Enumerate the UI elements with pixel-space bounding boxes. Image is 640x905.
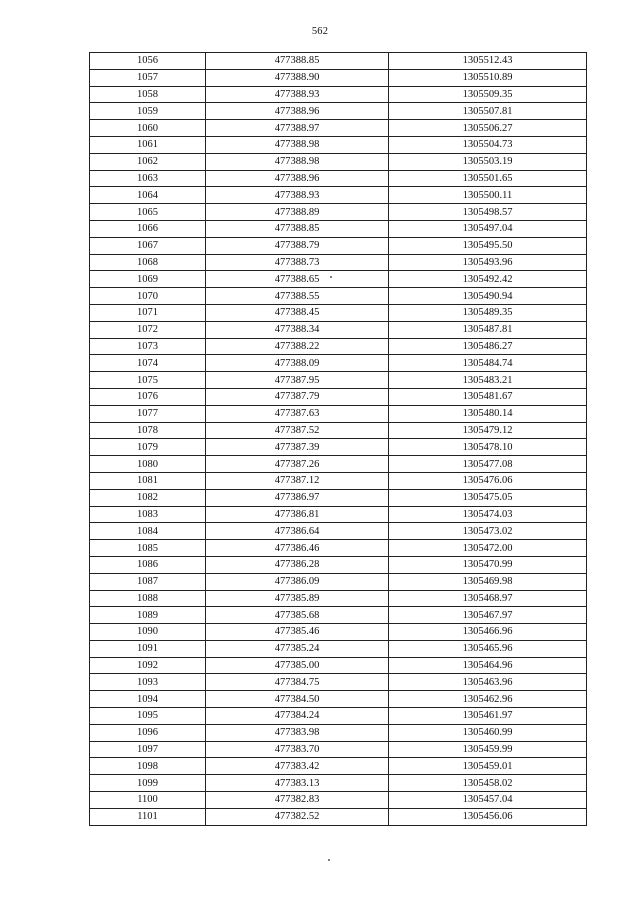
y-coordinate-cell: 1305464.96 <box>389 657 587 674</box>
point-number-cell: 1058 <box>90 86 206 103</box>
x-coordinate-cell: 477388.96 <box>206 170 389 187</box>
x-coordinate-cell: 477383.13 <box>206 775 389 792</box>
table-row <box>90 153 587 170</box>
x-coordinate-cell: 477385.89 <box>206 590 389 607</box>
table-row <box>90 136 587 153</box>
x-coordinate-cell: 477388.65 <box>206 271 389 288</box>
point-number-cell: 1089 <box>90 607 206 624</box>
table-row <box>90 624 587 641</box>
y-coordinate-cell: 1305458.02 <box>389 775 587 792</box>
x-coordinate-cell: 477384.24 <box>206 708 389 725</box>
y-coordinate-cell: 1305473.02 <box>389 523 587 540</box>
table-row <box>90 741 587 758</box>
x-coordinate-cell: 477387.63 <box>206 405 389 422</box>
y-coordinate-cell: 1305486.27 <box>389 338 587 355</box>
y-coordinate-cell: 1305501.65 <box>389 170 587 187</box>
table-row <box>90 338 587 355</box>
point-number-cell: 1092 <box>90 657 206 674</box>
point-number-cell: 1063 <box>90 170 206 187</box>
x-coordinate-cell: 477385.46 <box>206 624 389 641</box>
table-row <box>90 439 587 456</box>
table-row <box>90 254 587 271</box>
point-number-cell: 1098 <box>90 758 206 775</box>
table-row <box>90 120 587 137</box>
table-row <box>90 775 587 792</box>
y-coordinate-cell: 1305500.11 <box>389 187 587 204</box>
y-coordinate-cell: 1305461.97 <box>389 708 587 725</box>
x-coordinate-cell: 477388.55 <box>206 288 389 305</box>
table-row <box>90 456 587 473</box>
x-coordinate-cell: 477386.81 <box>206 506 389 523</box>
table-row <box>90 607 587 624</box>
table-row <box>90 103 587 120</box>
scan-speck <box>328 859 330 861</box>
table-row <box>90 355 587 372</box>
x-coordinate-cell: 477388.73 <box>206 254 389 271</box>
point-number-cell: 1090 <box>90 624 206 641</box>
table-row <box>90 573 587 590</box>
x-coordinate-cell: 477385.68 <box>206 607 389 624</box>
x-coordinate-cell: 477388.96 <box>206 103 389 120</box>
x-coordinate-cell: 477383.70 <box>206 741 389 758</box>
y-coordinate-cell: 1305472.00 <box>389 540 587 557</box>
point-number-cell: 1082 <box>90 489 206 506</box>
table-row <box>90 792 587 809</box>
y-coordinate-cell: 1305483.21 <box>389 372 587 389</box>
table-row <box>90 489 587 506</box>
x-coordinate-cell: 477388.85 <box>206 53 389 70</box>
y-coordinate-cell: 1305466.96 <box>389 624 587 641</box>
y-coordinate-cell: 1305457.04 <box>389 792 587 809</box>
y-coordinate-cell: 1305474.03 <box>389 506 587 523</box>
y-coordinate-cell: 1305459.01 <box>389 758 587 775</box>
x-coordinate-cell: 477388.89 <box>206 204 389 221</box>
x-coordinate-cell: 477386.46 <box>206 540 389 557</box>
point-number-cell: 1094 <box>90 691 206 708</box>
point-number-cell: 1099 <box>90 775 206 792</box>
table-row <box>90 540 587 557</box>
y-coordinate-cell: 1305467.97 <box>389 607 587 624</box>
x-coordinate-cell: 477385.00 <box>206 657 389 674</box>
point-number-cell: 1081 <box>90 472 206 489</box>
y-coordinate-cell: 1305507.81 <box>389 103 587 120</box>
point-number-cell: 1061 <box>90 136 206 153</box>
point-number-cell: 1087 <box>90 573 206 590</box>
point-number-cell: 1057 <box>90 69 206 86</box>
table-row <box>90 523 587 540</box>
x-coordinate-cell: 477388.22 <box>206 338 389 355</box>
y-coordinate-cell: 1305459.99 <box>389 741 587 758</box>
table-row <box>90 422 587 439</box>
point-number-cell: 1071 <box>90 304 206 321</box>
point-number-cell: 1101 <box>90 808 206 825</box>
y-coordinate-cell: 1305475.05 <box>389 489 587 506</box>
point-number-cell: 1068 <box>90 254 206 271</box>
x-coordinate-cell: 477388.98 <box>206 136 389 153</box>
y-coordinate-cell: 1305465.96 <box>389 640 587 657</box>
point-number-cell: 1056 <box>90 53 206 70</box>
x-coordinate-cell: 477387.79 <box>206 388 389 405</box>
table-row <box>90 372 587 389</box>
table-row <box>90 288 587 305</box>
point-number-cell: 1062 <box>90 153 206 170</box>
table-row <box>90 640 587 657</box>
y-coordinate-cell: 1305509.35 <box>389 86 587 103</box>
table-row <box>90 691 587 708</box>
table-row <box>90 170 587 187</box>
table-row <box>90 204 587 221</box>
point-number-cell: 1079 <box>90 439 206 456</box>
point-number-cell: 1059 <box>90 103 206 120</box>
y-coordinate-cell: 1305460.99 <box>389 724 587 741</box>
x-coordinate-cell: 477384.75 <box>206 674 389 691</box>
point-number-cell: 1085 <box>90 540 206 557</box>
y-coordinate-cell: 1305470.99 <box>389 556 587 573</box>
point-number-cell: 1066 <box>90 220 206 237</box>
x-coordinate-cell: 477388.09 <box>206 355 389 372</box>
table-row <box>90 472 587 489</box>
table-row <box>90 237 587 254</box>
point-number-cell: 1080 <box>90 456 206 473</box>
point-number-cell: 1065 <box>90 204 206 221</box>
x-coordinate-cell: 477388.34 <box>206 321 389 338</box>
x-coordinate-cell: 477387.39 <box>206 439 389 456</box>
table-row <box>90 708 587 725</box>
x-coordinate-cell: 477388.90 <box>206 69 389 86</box>
table-row <box>90 506 587 523</box>
y-coordinate-cell: 1305504.73 <box>389 136 587 153</box>
point-number-cell: 1072 <box>90 321 206 338</box>
y-coordinate-cell: 1305463.96 <box>389 674 587 691</box>
y-coordinate-cell: 1305479.12 <box>389 422 587 439</box>
y-coordinate-cell: 1305468.97 <box>389 590 587 607</box>
point-number-cell: 1075 <box>90 372 206 389</box>
x-coordinate-cell: 477385.24 <box>206 640 389 657</box>
table-row <box>90 657 587 674</box>
point-number-cell: 1074 <box>90 355 206 372</box>
y-coordinate-cell: 1305489.35 <box>389 304 587 321</box>
scan-speck <box>330 276 332 278</box>
y-coordinate-cell: 1305469.98 <box>389 573 587 590</box>
point-number-cell: 1091 <box>90 640 206 657</box>
table-row <box>90 556 587 573</box>
table-row <box>90 388 587 405</box>
x-coordinate-cell: 477388.97 <box>206 120 389 137</box>
y-coordinate-cell: 1305512.43 <box>389 53 587 70</box>
y-coordinate-cell: 1305462.96 <box>389 691 587 708</box>
point-number-cell: 1100 <box>90 792 206 809</box>
point-number-cell: 1069 <box>90 271 206 288</box>
point-number-cell: 1083 <box>90 506 206 523</box>
y-coordinate-cell: 1305506.27 <box>389 120 587 137</box>
point-number-cell: 1093 <box>90 674 206 691</box>
y-coordinate-cell: 1305478.10 <box>389 439 587 456</box>
x-coordinate-cell: 477387.52 <box>206 422 389 439</box>
x-coordinate-cell: 477388.93 <box>206 86 389 103</box>
y-coordinate-cell: 1305476.06 <box>389 472 587 489</box>
y-coordinate-cell: 1305493.96 <box>389 254 587 271</box>
point-number-cell: 1078 <box>90 422 206 439</box>
table-row <box>90 590 587 607</box>
point-number-cell: 1086 <box>90 556 206 573</box>
table-row <box>90 220 587 237</box>
point-number-cell: 1095 <box>90 708 206 725</box>
x-coordinate-cell: 477386.09 <box>206 573 389 590</box>
y-coordinate-cell: 1305492.42 <box>389 271 587 288</box>
table-row <box>90 187 587 204</box>
x-coordinate-cell: 477386.97 <box>206 489 389 506</box>
table-row <box>90 758 587 775</box>
table-row <box>90 674 587 691</box>
x-coordinate-cell: 477386.64 <box>206 523 389 540</box>
y-coordinate-cell: 1305510.89 <box>389 69 587 86</box>
table-row <box>90 304 587 321</box>
table-row <box>90 405 587 422</box>
x-coordinate-cell: 477382.52 <box>206 808 389 825</box>
table-row <box>90 808 587 825</box>
point-number-cell: 1076 <box>90 388 206 405</box>
table-row <box>90 724 587 741</box>
y-coordinate-cell: 1305484.74 <box>389 355 587 372</box>
x-coordinate-cell: 477384.50 <box>206 691 389 708</box>
y-coordinate-cell: 1305477.08 <box>389 456 587 473</box>
point-number-cell: 1084 <box>90 523 206 540</box>
y-coordinate-cell: 1305503.19 <box>389 153 587 170</box>
y-coordinate-cell: 1305498.57 <box>389 204 587 221</box>
y-coordinate-cell: 1305487.81 <box>389 321 587 338</box>
point-number-cell: 1070 <box>90 288 206 305</box>
y-coordinate-cell: 1305495.50 <box>389 237 587 254</box>
x-coordinate-cell: 477383.98 <box>206 724 389 741</box>
x-coordinate-cell: 477388.98 <box>206 153 389 170</box>
x-coordinate-cell: 477386.28 <box>206 556 389 573</box>
y-coordinate-cell: 1305490.94 <box>389 288 587 305</box>
table-row <box>90 53 587 70</box>
point-number-cell: 1088 <box>90 590 206 607</box>
x-coordinate-cell: 477387.95 <box>206 372 389 389</box>
point-number-cell: 1067 <box>90 237 206 254</box>
table-row <box>90 69 587 86</box>
point-number-cell: 1077 <box>90 405 206 422</box>
y-coordinate-cell: 1305480.14 <box>389 405 587 422</box>
table-row <box>90 271 587 288</box>
coordinate-table <box>89 52 587 826</box>
y-coordinate-cell: 1305456.06 <box>389 808 587 825</box>
table-row <box>90 321 587 338</box>
x-coordinate-cell: 477387.12 <box>206 472 389 489</box>
point-number-cell: 1073 <box>90 338 206 355</box>
x-coordinate-cell: 477388.85 <box>206 220 389 237</box>
x-coordinate-cell: 477388.45 <box>206 304 389 321</box>
y-coordinate-cell: 1305481.67 <box>389 388 587 405</box>
point-number-cell: 1096 <box>90 724 206 741</box>
x-coordinate-cell: 477387.26 <box>206 456 389 473</box>
y-coordinate-cell: 1305497.04 <box>389 220 587 237</box>
point-number-cell: 1097 <box>90 741 206 758</box>
x-coordinate-cell: 477383.42 <box>206 758 389 775</box>
x-coordinate-cell: 477382.83 <box>206 792 389 809</box>
point-number-cell: 1064 <box>90 187 206 204</box>
table-row <box>90 86 587 103</box>
x-coordinate-cell: 477388.79 <box>206 237 389 254</box>
point-number-cell: 1060 <box>90 120 206 137</box>
x-coordinate-cell: 477388.93 <box>206 187 389 204</box>
page-number: 562 <box>311 26 329 37</box>
coordinate-table-body <box>90 53 587 826</box>
